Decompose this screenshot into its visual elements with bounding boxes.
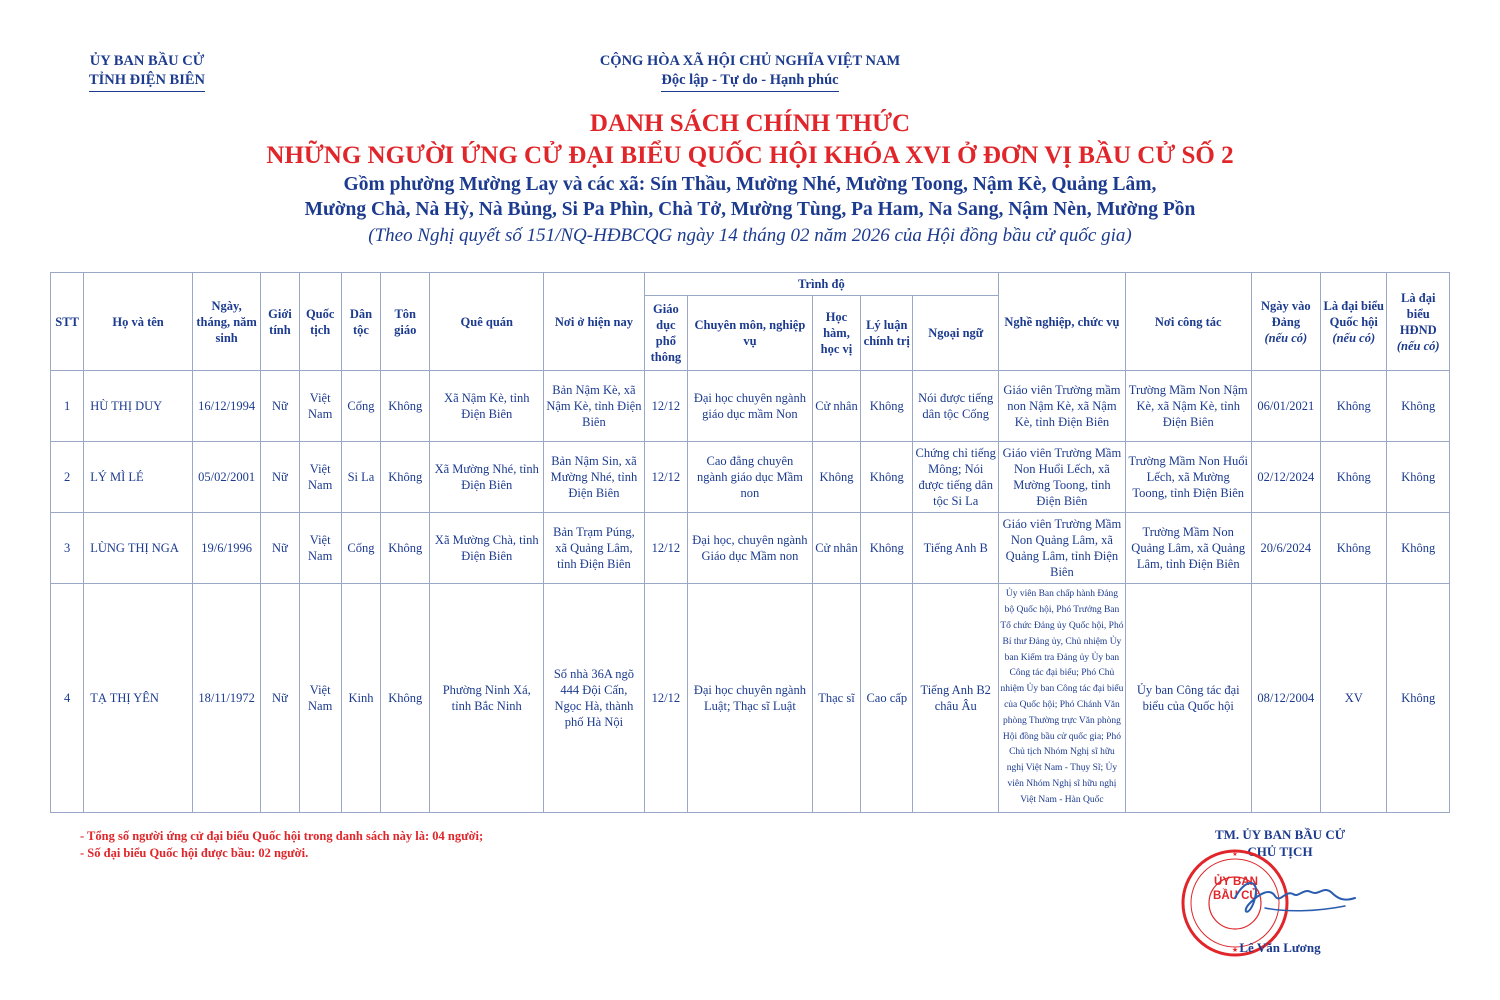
cell-stt: 1 [51,371,84,442]
col-language: Ngoại ngữ [913,296,999,371]
cell-hometown: Xã Mường Chà, tỉnh Điện Biên [430,513,544,584]
cell-ethnicity: Kinh [341,584,380,813]
col-ethnicity: Dân tộc [341,273,380,371]
cell-hometown: Xã Mường Nhé, tỉnh Điện Biên [430,442,544,513]
cell-occupation: Giáo viên Trường Mầm Non Huổi Lếch, xã Mường Toong, tỉnh Điện Biên [999,442,1126,513]
cell-council-member: Không [1387,371,1450,442]
national-name: CỘNG HÒA XÃ HỘI CHỦ NGHĨA VIỆT NAM [599,53,901,69]
header-row [51,273,1450,296]
cell-name: TẠ THỊ YÊN [84,584,193,813]
col-dob: Ngày, tháng, năm sinh [192,273,260,371]
cell-language: Chứng chỉ tiếng Mông; Nói được tiếng dân tộc Si La [913,442,999,513]
cell-na-member: Không [1321,513,1387,584]
signer-name: Lê Văn Lương [1239,940,1321,955]
cell-party-date: 20/6/2024 [1251,513,1320,584]
cell-stt: 2 [51,442,84,513]
cell-council-member: Không [1387,584,1450,813]
cell-occupation: Ủy viên Ban chấp hành Đảng bộ Quốc hội, Phó Trưởng Ban Tổ chức Đảng ủy Quốc hội, Phó Bí thư Đảng ủy, Chủ nhiệm Ủy ban Kiểm tra Đảng ủy Ủy ban Công tác đại biểu; Phó Chủ nhiệm Ủy ban Công tác đại biểu của Quốc hội; Phó Chánh Văn phòng Thường trực Văn phòng Hội đồng bầu cử quốc gia; Phó Chủ tịch Nhóm Nghị sĩ hữu nghị Việt Nam - Thụy Sĩ; Ủy viên Nhóm Nghị sĩ hữu nghị Việt Nam - Hàn Quốc [999,584,1126,813]
cell-gender: Nữ [261,442,299,513]
cell-residence: Số nhà 36A ngõ 444 Đội Cấn, Ngọc Hà, thành phố Hà Nội [544,584,645,813]
cell-workplace: Ủy ban Công tác đại biểu của Quốc hội [1125,584,1251,813]
col-na-member: Là đại biểu Quốc hội (nếu có) [1321,273,1387,371]
col-occupation: Nghề nghiệp, chức vụ [999,273,1126,371]
cell-dob: 05/02/2001 [192,442,260,513]
handwritten-signature-icon [1225,868,1365,918]
cell-gender: Nữ [261,371,299,442]
signature-org: TM. ỦY BAN BẦU CỬ [1214,827,1346,842]
table-row [51,513,1450,584]
note-total-candidates: - Tổng số người ứng cử đại biểu Quốc hội trong danh sách này là: 04 người; [80,829,484,843]
col-residence: Nơi ở hiện nay [544,273,645,371]
cell-nationality: Việt Nam [299,442,341,513]
cell-hometown: Xã Nậm Kè, tỉnh Điện Biên [430,371,544,442]
cell-residence: Bản Trạm Púng, xã Quảng Lâm, tỉnh Điện Biên [544,513,645,584]
summary-notes [80,828,483,862]
cell-political: Không [861,371,913,442]
cell-party-date: 08/12/2004 [1251,584,1320,813]
cell-council-member: Không [1387,513,1450,584]
cell-nationality: Việt Nam [299,513,341,584]
resolution-reference: (Theo Nghị quyết số 151/NQ-HĐBCQG ngày 14 tháng 02 năm 2026 của Hội đồng bầu cử quốc gia) [368,225,1132,246]
col-workplace: Nơi công tác [1125,273,1251,371]
cell-residence: Bản Nậm Kè, xã Nậm Kè, tỉnh Điện Biên [544,371,645,442]
cell-academic: Cử nhân [812,513,860,584]
cell-religion: Không [381,442,430,513]
col-general-edu: Giáo dục phổ thông [644,296,687,371]
cell-workplace: Trường Mầm Non Nậm Kè, xã Nậm Kè, tỉnh Điện Biên [1125,371,1251,442]
cell-general-edu: 12/12 [644,584,687,813]
cell-stt: 4 [51,584,84,813]
cell-na-member: XV [1321,584,1387,813]
cell-occupation: Giáo viên Trường mầm non Nậm Kè, xã Nậm Kè, tỉnh Điện Biên [999,371,1126,442]
cell-political: Không [861,442,913,513]
document-subtitle: NHỮNG NGƯỜI ỨNG CỬ ĐẠI BIỂU QUỐC HỘI KHÓA XVI Ở ĐƠN VỊ BẦU CỬ SỐ 2 [266,142,1234,169]
cell-academic: Cử nhân [812,371,860,442]
cell-language: Tiếng Anh B [913,513,999,584]
cell-na-member: Không [1321,442,1387,513]
col-academic: Học hàm, học vị [812,296,860,371]
cell-political: Cao cấp [861,584,913,813]
col-specialty: Chuyên môn, nghiệp vụ [688,296,813,371]
svg-text:★: ★ [1232,852,1238,858]
cell-na-member: Không [1321,371,1387,442]
cell-workplace: Trường Mầm Non Quảng Lâm, xã Quảng Lâm, tỉnh Điện Biên [1125,513,1251,584]
cell-specialty: Đại học chuyên ngành Luật; Thạc sĩ Luật [688,584,813,813]
cell-political: Không [861,513,913,584]
col-hometown: Quê quán [430,273,544,371]
national-motto: Độc lập - Tự do - Hạnh phúc [540,71,960,92]
cell-council-member: Không [1387,442,1450,513]
col-council-member: Là đại biểu HĐND (nếu có) [1387,273,1450,371]
document-title: DANH SÁCH CHÍNH THỨC [589,110,911,137]
committee-name: ỦY BAN BẦU CỬ [89,53,205,69]
col-nationality: Quốc tịch [299,273,341,371]
col-political: Lý luận chính trị [861,296,913,371]
cell-language: Nói được tiếng dân tộc Cống [913,371,999,442]
cell-residence: Bản Nậm Sin, xã Mường Nhé, tỉnh Điện Biên [544,442,645,513]
cell-ethnicity: Cống [341,513,380,584]
col-education-group: Trình độ [644,273,998,296]
cell-dob: 18/11/1972 [192,584,260,813]
constituency-line-1: Gồm phường Mường Lay và các xã: Sín Thầu, Mường Nhé, Mường Toong, Nậm Kè, Quảng Lâm, [343,174,1157,195]
cell-academic: Thạc sĩ [812,584,860,813]
stamp-label-line-2: BẦU CỬ [1213,890,1259,902]
col-party-date: Ngày vào Đảng (nếu có) [1251,273,1320,371]
cell-ethnicity: Si La [341,442,380,513]
cell-general-edu: 12/12 [644,442,687,513]
table-row [51,442,1450,513]
cell-dob: 19/6/1996 [192,513,260,584]
cell-dob: 16/12/1994 [192,371,260,442]
cell-general-edu: 12/12 [644,371,687,442]
col-stt: STT [51,273,84,371]
cell-specialty: Cao đẳng chuyên ngành giáo dục Mầm non [688,442,813,513]
cell-ethnicity: Cống [341,371,380,442]
table-row [51,584,1450,813]
cell-specialty: Đại học chuyên ngành giáo dục mầm Non [688,371,813,442]
cell-religion: Không [381,371,430,442]
signature-title: CHỦ TỊCH [1247,844,1313,859]
cell-name: LÙNG THỊ NGA [84,513,193,584]
cell-party-date: 02/12/2024 [1251,442,1320,513]
cell-general-edu: 12/12 [644,513,687,584]
cell-specialty: Đại học, chuyên ngành Giáo dục Mầm non [688,513,813,584]
note-seats: - Số đại biểu Quốc hội được bầu: 02 người. [80,846,309,860]
cell-name: LÝ MÌ LÉ [84,442,193,513]
cell-religion: Không [381,584,430,813]
cell-stt: 3 [51,513,84,584]
col-gender: Giới tính [261,273,299,371]
stamp-label-line-1: ỦY BAN [1214,876,1258,888]
col-religion: Tôn giáo [381,273,430,371]
cell-gender: Nữ [261,584,299,813]
col-name: Họ và tên [84,273,193,371]
cell-gender: Nữ [261,513,299,584]
cell-hometown: Phường Ninh Xá, tỉnh Bắc Ninh [430,584,544,813]
table-row [51,371,1450,442]
cell-name: HÙ THỊ DUY [84,371,193,442]
cell-party-date: 06/01/2021 [1251,371,1320,442]
cell-language: Tiếng Anh B2 châu Âu [913,584,999,813]
cell-nationality: Việt Nam [299,584,341,813]
cell-occupation: Giáo viên Trường Mầm Non Quảng Lâm, xã Quảng Lâm, tỉnh Điện Biên [999,513,1126,584]
cell-workplace: Trường Mầm Non Huổi Lếch, xã Mường Toong, tỉnh Điện Biên [1125,442,1251,513]
national-header [540,52,960,92]
constituency-line-2: Mường Chà, Nà Hỳ, Nà Bủng, Si Pa Phìn, Chà Tở, Mường Tùng, Pa Ham, Na Sang, Nậm Nèn, Mường Pồn [304,199,1196,220]
candidate-table [50,272,1450,813]
cell-religion: Không [381,513,430,584]
committee-province: TỈNH ĐIỆN BIÊN [62,71,232,92]
committee-header [62,52,232,92]
svg-text:★: ★ [1231,947,1239,954]
cell-nationality: Việt Nam [299,371,341,442]
cell-academic: Không [812,442,860,513]
